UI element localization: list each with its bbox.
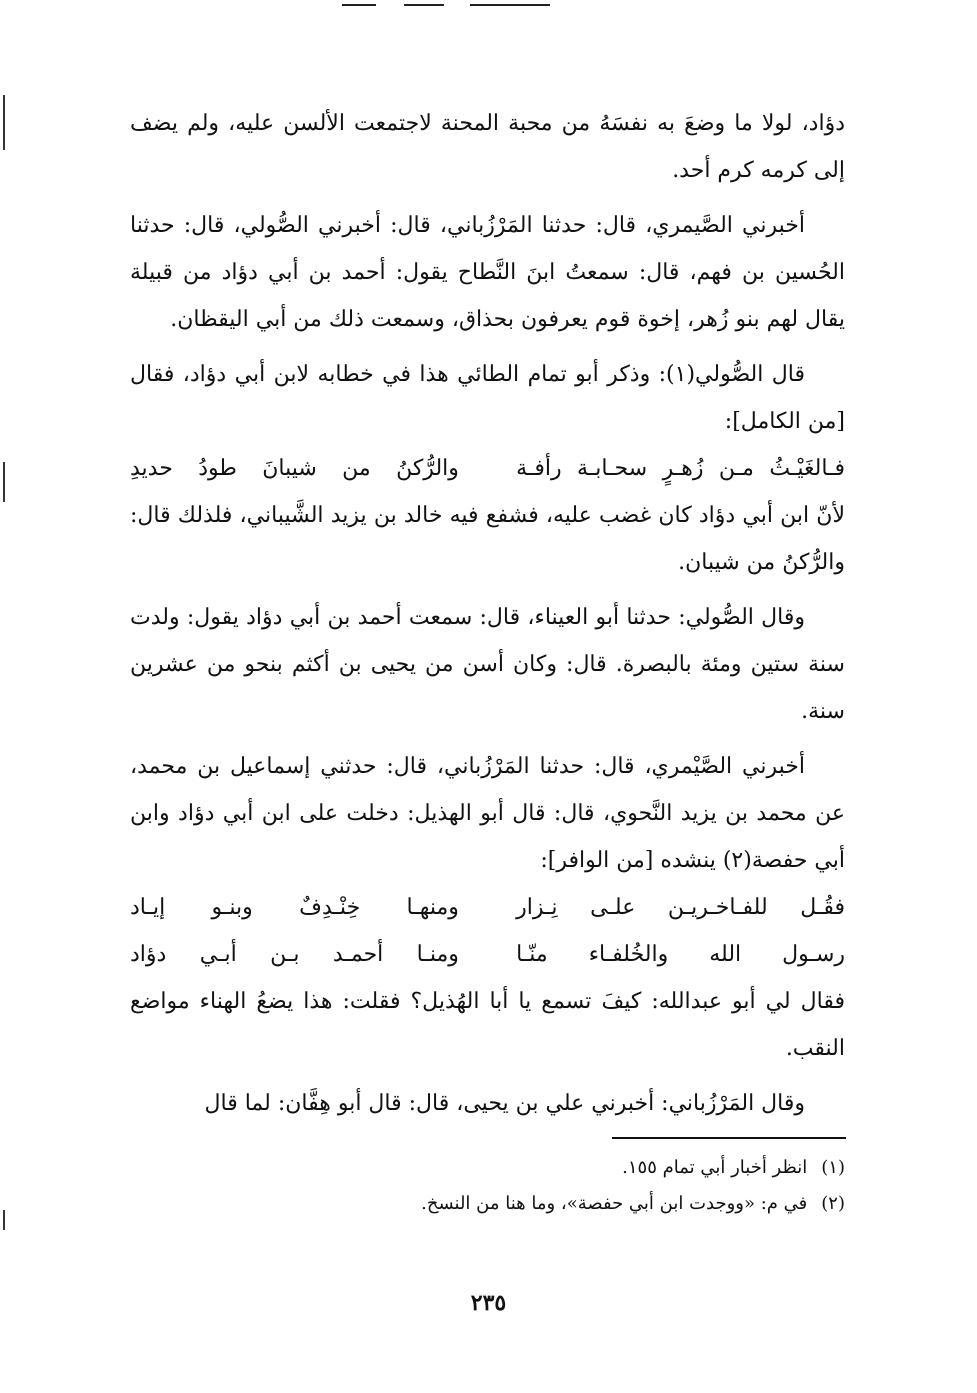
margin-mark-3 bbox=[3, 1210, 5, 1230]
verse-2 bbox=[130, 884, 845, 931]
top-rule-2 bbox=[404, 4, 444, 6]
verse-3-second-hemistich: ومنـا أحمـد بـن أبـي دؤاد bbox=[130, 942, 459, 967]
paragraph-5: وقال الصُّولي: حدثنا أبو العيناء، قال: سمعت أحمد بن أبي دؤاد يقول: ولدت سنة ستين ومئة بالبصرة. قال: وكان أسن من يحيى بن أكثم بنحو من عشرين سنة. bbox=[130, 605, 845, 724]
paragraph-4: لأنّ ابن أبي دؤاد كان غضب عليه، فشفع فيه خالد بن يزيد الشَّيباني، فلذلك قال: والرُّكنُ من شيبان. bbox=[130, 503, 845, 575]
verse-3 bbox=[130, 931, 845, 978]
footnote-2 bbox=[130, 1186, 845, 1222]
footnote-1 bbox=[130, 1150, 845, 1186]
margin-mark-1 bbox=[3, 95, 5, 150]
footnotes bbox=[130, 1150, 845, 1222]
margin-mark-2 bbox=[3, 462, 5, 502]
top-rule-3 bbox=[470, 4, 550, 6]
paragraph-8: وقال المَرْزُباني: أخبرني علي بن يحيى، قال: قال أبو هِفَّان: لما قال bbox=[204, 1091, 805, 1116]
verse-1 bbox=[130, 445, 845, 492]
verse-3-first-hemistich: رسـول الله والخُلفـاء منّـا bbox=[516, 942, 845, 967]
verse-1-first-hemistich: فـالغَيْـثُ مـن زُهـرٍ سحـابـة رأفـة bbox=[516, 456, 845, 481]
paragraph-1: دؤاد، لولا ما وضعَ به نفسَهُ من محبة المحنة لاجتمعت الألسن عليه، ولم يضف إلى كرمه كرم أحد. bbox=[130, 111, 845, 183]
paragraph-7: فقال لي أبو عبدالله: كيفَ تسمع يا أبا الهُذيل؟ فقلت: هذا يضعُ الهناء مواضع النقب. bbox=[130, 989, 845, 1061]
verse-1-second-hemistich: والرُّكنُ من شيبانَ طودُ حديدِ bbox=[130, 456, 459, 481]
paragraph-3: قال الصُّولي(١): وذكر أبو تمام الطائي هذا في خطابه لابن أبي دؤاد، فقال [من الكامل]: bbox=[130, 362, 845, 434]
footnote-1-number: (١) bbox=[821, 1157, 845, 1178]
verse-2-second-hemistich: ومنهـا خِنْـدِفٌ وبنـو إيـاد bbox=[130, 895, 459, 920]
page-number: ٢٣٥ bbox=[470, 1290, 507, 1316]
footnote-2-text: في م: «ووجدت ابن أبي حفصة»، وما هنا من النسخ. bbox=[421, 1193, 808, 1214]
verse-2-first-hemistich: فقُـل للفـاخـريـن علـى نِـزار bbox=[516, 895, 845, 920]
footnote-2-number: (٢) bbox=[821, 1193, 845, 1214]
top-rule-1 bbox=[342, 4, 376, 6]
paragraph-6: أخبرني الصَّيْمري، قال: حدثنا المَرْزُباني، قال: حدثني إسماعيل بن محمد، عن محمد بن يزيد النَّحوي، قال: قال أبو الهذيل: دخلت على ابن أبي دؤاد وابن أبي حفصة(٢) ينشده [من الوافر]: bbox=[130, 754, 845, 873]
footnote-1-text: انظر أخبار أبي تمام ١٥٥. bbox=[622, 1157, 808, 1178]
main-text bbox=[130, 100, 845, 1127]
footnote-separator bbox=[612, 1137, 846, 1139]
paragraph-2: أخبرني الصَّيمري، قال: حدثنا المَرْزُباني، قال: أخبرني الصُّولي، قال: حدثنا الحُسين بن فهم، قال: سمعتُ ابنَ النَّطاح يقول: أحمد بن أبي دؤاد من قبيلة يقال لهم بنو زُهر، إخوة قوم يعرفون بحذاق، وسمعت ذلك من أبي اليقظان. bbox=[130, 213, 845, 332]
